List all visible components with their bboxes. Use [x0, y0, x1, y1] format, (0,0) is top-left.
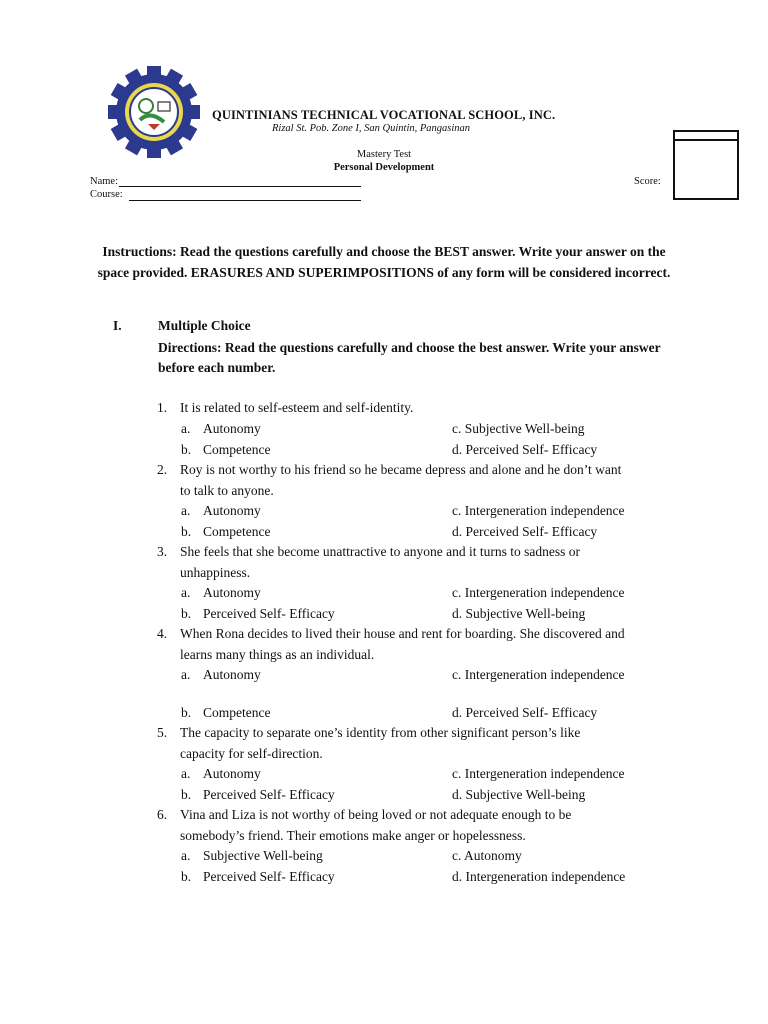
option-letter: b.: [181, 705, 192, 720]
section-title: Multiple Choice: [158, 318, 251, 333]
instructions: Instructions: Read the questions carefully and choose the BEST answer. Write your answer on the space provided. ERASURES AND SUPERIMPOSITIONS of any form will be considered incorrect.: [97, 244, 671, 280]
option-b: Perceived Self- Efficacy: [203, 606, 335, 621]
option-b: Perceived Self- Efficacy: [203, 787, 335, 802]
question-text: unhappiness.: [180, 565, 251, 580]
option-d: d. Subjective Well-being: [452, 606, 586, 621]
option-c: c. Subjective Well-being: [452, 421, 585, 436]
option-c: c. Autonomy: [452, 848, 522, 863]
option-b: Competence: [203, 524, 271, 539]
question-number: 4.: [157, 626, 168, 641]
section-directions: Directions: Read the questions carefully and choose the best answer. Write your answer before each number.: [158, 340, 661, 375]
question-text: When Rona decides to lived their house and rent for boarding. She discovered and: [180, 626, 625, 641]
school-name: QUINTINIANS TECHNICAL VOCATIONAL SCHOOL, INC.: [212, 108, 556, 122]
option-d: d. Intergeneration independence: [452, 869, 626, 884]
option-a: Autonomy: [203, 667, 261, 682]
question-text: learns many things as an individual.: [180, 647, 375, 662]
question-number: 6.: [157, 807, 168, 822]
score-box[interactable]: [673, 130, 739, 200]
option-letter: a.: [181, 848, 191, 863]
question-4: [0, 624, 768, 724]
option-letter: a.: [181, 503, 191, 518]
question-3: [0, 542, 768, 624]
option-c: c. Intergeneration independence: [452, 667, 625, 682]
test-title: Mastery Test: [356, 149, 412, 160]
option-a: Autonomy: [203, 766, 261, 781]
school-address: Rizal St. Pob. Zone I, San Quintin, Pangasinan: [272, 123, 471, 134]
question-5: [0, 723, 768, 805]
option-c: c. Intergeneration independence: [452, 503, 625, 518]
question-text: capacity for self-direction.: [180, 746, 323, 761]
question-number: 3.: [157, 544, 168, 559]
school-logo: [108, 66, 200, 158]
question-text: to talk to anyone.: [180, 483, 274, 498]
option-letter: b.: [181, 869, 192, 884]
option-letter: a.: [181, 585, 191, 600]
option-d: d. Perceived Self- Efficacy: [452, 524, 598, 539]
question-1: [0, 398, 768, 460]
option-letter: b.: [181, 787, 192, 802]
option-a: Autonomy: [203, 421, 261, 436]
subject-title: Personal Development: [333, 162, 435, 173]
option-letter: a.: [181, 421, 191, 436]
section-numeral: I.: [113, 318, 122, 333]
question-number: 5.: [157, 725, 168, 740]
option-letter: b.: [181, 442, 192, 457]
question-2: [0, 460, 768, 542]
question-number: 1.: [157, 400, 168, 415]
name-label: Name:: [90, 176, 118, 187]
question-text: Vina and Liza is not worthy of being loved or not adequate enough to be: [180, 807, 572, 822]
option-b: Competence: [203, 442, 271, 457]
option-letter: b.: [181, 606, 192, 621]
course-label: Course:: [90, 189, 123, 200]
question-number: 2.: [157, 462, 168, 477]
option-a: Autonomy: [203, 503, 261, 518]
score-label: Score:: [634, 176, 661, 187]
option-b: Perceived Self- Efficacy: [203, 869, 335, 884]
question-text: It is related to self-esteem and self-identity.: [180, 400, 414, 415]
option-d: d. Perceived Self- Efficacy: [452, 705, 598, 720]
option-letter: b.: [181, 524, 192, 539]
question-text: somebody’s friend. Their emotions make anger or hopelessness.: [180, 828, 526, 843]
option-d: d. Perceived Self- Efficacy: [452, 442, 598, 457]
option-d: d. Subjective Well-being: [452, 787, 586, 802]
option-a: Autonomy: [203, 585, 261, 600]
question-6: [0, 805, 768, 887]
name-blank[interactable]: [119, 186, 361, 187]
question-text: She feels that she become unattractive to anyone and it turns to sadness or: [180, 544, 581, 559]
option-a: Subjective Well-being: [203, 848, 323, 863]
question-text: The capacity to separate one’s identity from other significant person’s like: [180, 725, 581, 740]
option-c: c. Intergeneration independence: [452, 766, 625, 781]
option-b: Competence: [203, 705, 271, 720]
option-letter: a.: [181, 766, 191, 781]
option-letter: a.: [181, 667, 191, 682]
question-text: Roy is not worthy to his friend so he became depress and alone and he don’t want: [180, 462, 622, 477]
option-c: c. Intergeneration independence: [452, 585, 625, 600]
course-blank[interactable]: [129, 200, 361, 201]
